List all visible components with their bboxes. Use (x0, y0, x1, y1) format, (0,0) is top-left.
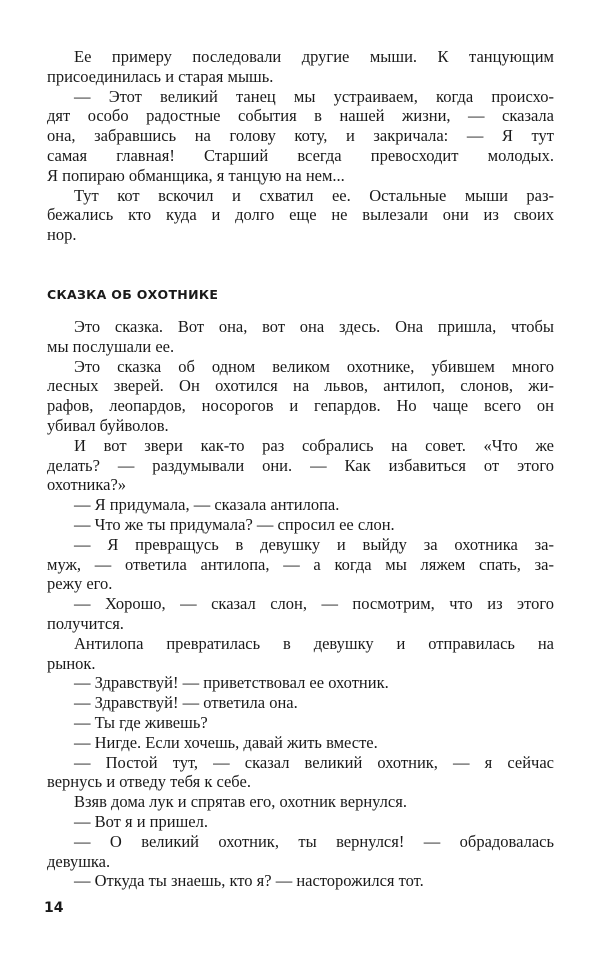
text-line: дят особо радостные события в нашей жизни, — сказала (47, 106, 554, 126)
text-line: — Откуда ты знаешь, кто я? — насторожился тот. (74, 871, 424, 891)
text-line: девушка. (47, 851, 111, 871)
text-line: получится. (47, 613, 124, 633)
text-line: делать? — раздумывали они. — Как избавиться от этого (47, 455, 554, 475)
text-line: нор. (47, 225, 77, 245)
text-line: И вот звери как-то раз собрались на совет. «Что же (74, 435, 554, 455)
text-line: Это сказка. Вот она, вот она здесь. Она пришла, чтобы (74, 317, 554, 336)
text-line: вернусь и отведу тебя к себе. (47, 772, 251, 792)
text-line: — Здравствуй! — ответила она. (74, 693, 298, 713)
text-line: — Что же ты придумала? — спросил ее слон. (74, 514, 395, 534)
text-line: она, забравшись на голову коту, и закричала: — Я тут (47, 126, 554, 146)
text-line: убивал буйволов. (47, 415, 169, 435)
text-line: — Нигде. Если хочешь, давай жить вместе. (74, 732, 378, 752)
text-line: Ее примеру последовали другие мыши. К танцующим (74, 47, 554, 66)
page-number: 14 (44, 900, 64, 916)
text-line: охотника?» (47, 475, 127, 495)
text-line: режу его. (47, 574, 113, 594)
text-line: Антилопа превратилась в девушку и отправилась на (74, 633, 554, 653)
text-line: рынок. (47, 653, 96, 673)
text-line: Взяв дома лук и спрятав его, охотник вернулся. (74, 792, 407, 812)
text-line: Тут кот вскочил и схватил ее. Остальные мыши раз- (74, 185, 554, 205)
story-text-block (47, 317, 554, 891)
story-heading: СКАЗКА ОБ ОХОТНИКЕ (47, 287, 219, 302)
text-line: — Я превращусь в девушку и выйду за охотника за- (74, 534, 554, 554)
text-line: бежались кто куда и долго еще не вылезали они из своих (47, 205, 554, 225)
text-line: Я попираю обманщика, я танцую на нем... (47, 165, 345, 185)
text-line: самая главная! Старший всегда превосходит молодых. (47, 145, 554, 165)
text-line: рафов, леопардов, носорогов и гепардов. Но чаще всего он (47, 396, 554, 416)
text-line: муж, — ответила антилопа, — а когда мы ляжем спать, за- (47, 554, 554, 574)
text-line: — Вот я и пришел. (74, 811, 208, 831)
intro-text-block (47, 47, 554, 245)
text-line: Это сказка об одном великом охотнике, убившем много (74, 356, 554, 376)
text-line: — Ты где живешь? (74, 712, 208, 732)
text-line: — Постой тут, — сказал великий охотник, — я сейчас (74, 752, 554, 772)
text-line: лесных зверей. Он охотился на львов, антилоп, слонов, жи- (47, 376, 554, 396)
text-line: — Хорошо, — сказал слон, — посмотрим, что из этого (74, 594, 554, 614)
text-line: присоединилась и старая мышь. (47, 66, 274, 86)
text-line: — Я придумала, — сказала антилопа. (74, 495, 340, 515)
text-line: мы послушали ее. (47, 336, 175, 356)
text-line: — Этот великий танец мы устраиваем, когда происхо- (74, 86, 554, 106)
text-line: — О великий охотник, ты вернулся! — обрадовалась (74, 831, 554, 851)
text-line: — Здравствуй! — приветствовал ее охотник. (74, 673, 389, 693)
